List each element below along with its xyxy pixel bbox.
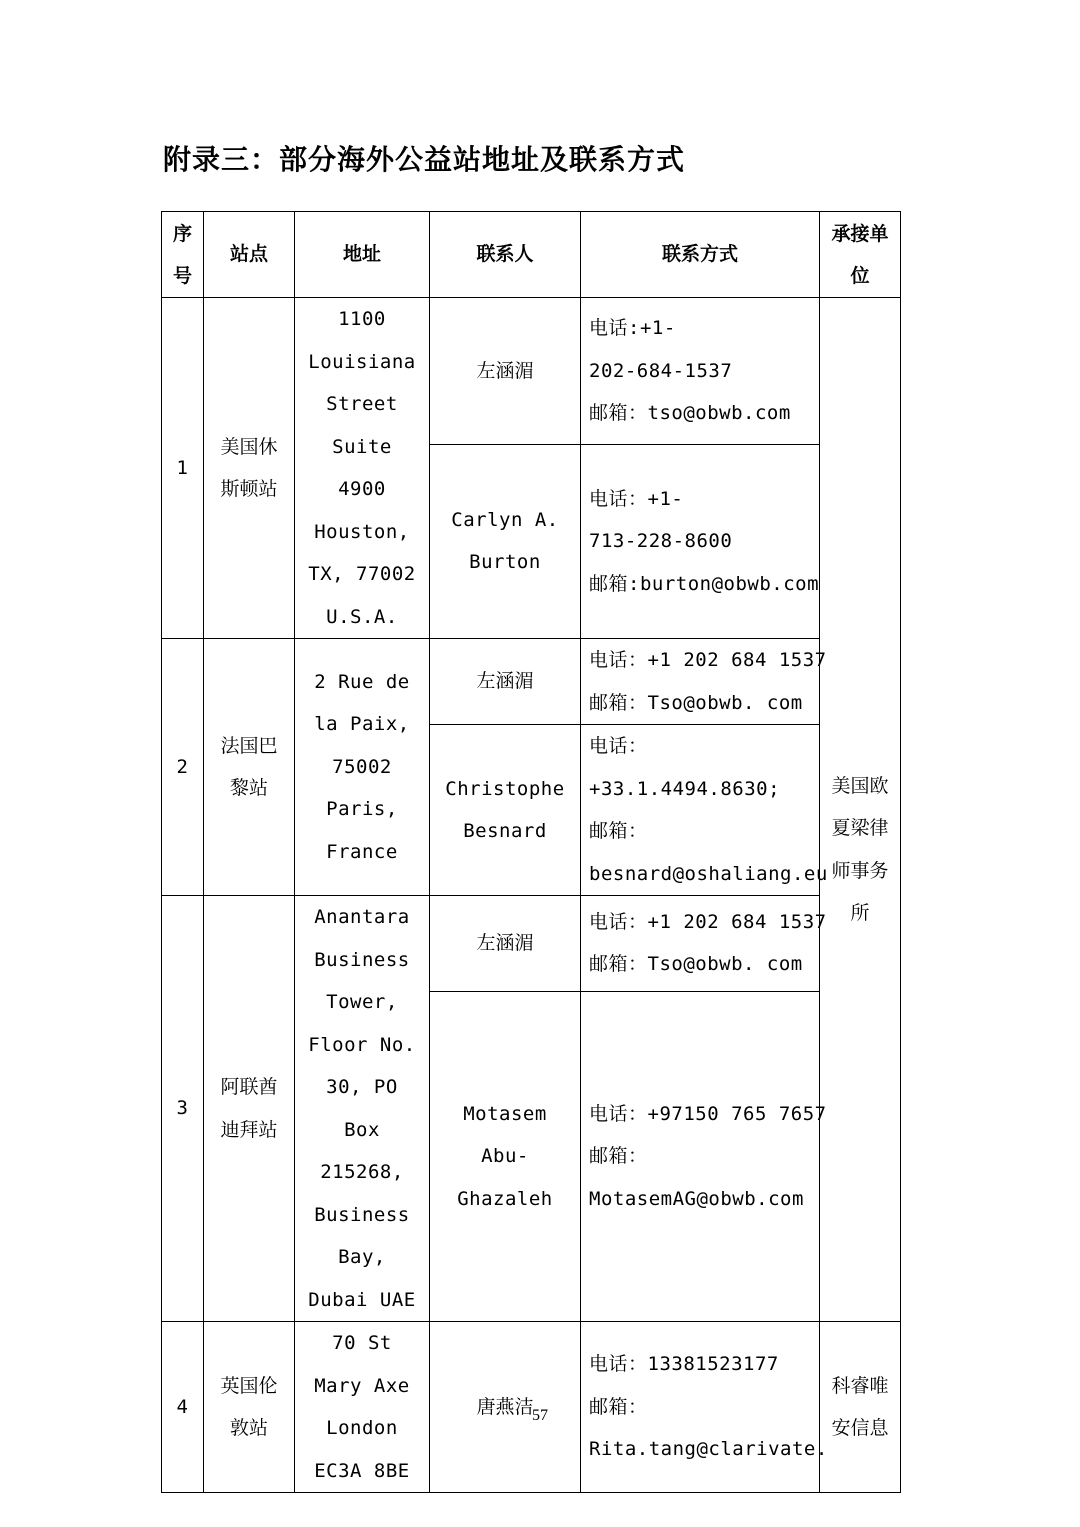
row-address: 2 Rue de la Paix, 75002 Paris, France [295, 639, 430, 896]
contact-line: 电话：13381523177 [589, 1353, 779, 1376]
contact-method [581, 444, 820, 638]
contact-line: 邮箱： [589, 820, 648, 842]
contact-method [581, 725, 828, 896]
table-row [162, 639, 901, 725]
contact-line: 邮箱：Tso@obwb. com [589, 953, 803, 976]
contact-line: 电话：+1- [589, 487, 684, 510]
contact-line: 邮箱:burton@obwb.com [589, 572, 820, 595]
contact-line: 邮箱：tso@obwb.com [589, 402, 791, 425]
contact-line: Rita.tang@clarivate. [589, 1438, 828, 1461]
contact-line: +33.1.4494.8630; [589, 777, 781, 800]
contact-line: 电话:+1- [589, 317, 676, 340]
contact-line: 邮箱： [589, 1145, 648, 1168]
contact-method [581, 298, 820, 445]
page-title: 附录三：部分海外公益站地址及联系方式 [163, 143, 686, 176]
contact-method [581, 991, 827, 1321]
row-site: 法国巴黎站 [204, 639, 295, 896]
contact-line: 电话：+1 202 684 1537 [589, 649, 827, 671]
undertaker-text: 美国欧夏梁律师事务所 [831, 774, 889, 924]
contact-person: Motasem Abu-Ghazaleh [430, 991, 581, 1321]
page-number: 57 [532, 1407, 548, 1424]
header-seq: 序号 [162, 212, 204, 298]
row-address: Anantara Business Tower, Floor No. 30, PO Box 215268, Business Bay, Dubai UAE [295, 896, 430, 1322]
contact-line: 电话：+97150 765 7657 [589, 1102, 827, 1125]
table-row [162, 298, 901, 445]
row-site: 美国休斯顿站 [204, 298, 295, 639]
row-address: 1100 Louisiana Street Suite 4900 Houston, TX, 77002 U.S.A. [295, 298, 430, 639]
contact-person: 左涵湄 [430, 298, 581, 445]
contact-line: 电话：+1 202 684 1537 [589, 910, 827, 933]
row-seq: 1 [162, 298, 204, 639]
header-contact-person: 联系人 [430, 212, 581, 298]
overseas-sites-table [161, 211, 901, 1493]
table-header-row [162, 212, 901, 298]
row-seq: 4 [162, 1322, 204, 1493]
row-site: 英国伦敦站 [204, 1322, 295, 1493]
contact-method [581, 639, 827, 725]
row-seq: 2 [162, 639, 204, 896]
contact-person: 左涵湄 [430, 639, 581, 725]
contact-line: 电话： [589, 735, 648, 757]
undertaker-text: 科睿唯安信息 [831, 1374, 889, 1439]
contact-line: 713-228-8600 [589, 530, 733, 553]
contact-person: Carlyn A. Burton [430, 444, 581, 638]
table-row [162, 896, 901, 992]
header-contact-method: 联系方式 [581, 212, 820, 298]
row-site: 阿联酋迪拜站 [204, 896, 295, 1322]
undertaker-cell [820, 298, 901, 1322]
header-address: 地址 [295, 212, 430, 298]
contact-person: Christophe Besnard [430, 725, 581, 896]
row-seq: 3 [162, 896, 204, 1322]
contact-line: besnard@oshaliang.eu [589, 862, 828, 885]
row-address: 70 St Mary Axe London EC3A 8BE [295, 1322, 430, 1493]
contact-method [581, 896, 827, 992]
contact-person: 唐燕洁 [430, 1322, 581, 1493]
contact-line: 202-684-1537 [589, 359, 733, 382]
contact-line: 邮箱： [589, 1395, 648, 1418]
contact-line: MotasemAG@obwb.com [589, 1187, 804, 1210]
contact-line: 邮箱：Tso@obwb. com [589, 691, 803, 714]
header-site: 站点 [204, 212, 295, 298]
contact-person: 左涵湄 [430, 896, 581, 992]
header-undertaker: 承接单位 [820, 212, 901, 298]
